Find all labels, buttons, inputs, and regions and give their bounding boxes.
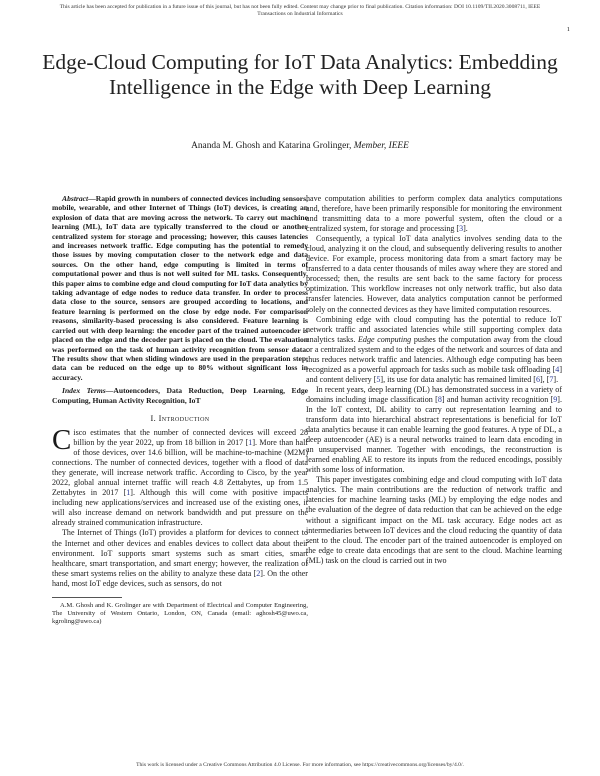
text-run: ] and content delivery [ — [306, 364, 562, 384]
text-run: have computation abilities to perform complex data analytics computations and, therefore, have been primarily responsible for monitoring the environment and transmitting data to a more powerful system, often the cloud or a centralized system, for storage and processing [ — [306, 194, 562, 234]
citation-link[interactable]: 1 — [126, 488, 131, 498]
right-column — [306, 194, 562, 566]
footnote — [52, 602, 308, 627]
text-run: ]. — [463, 224, 468, 234]
emphasis-term: Edge computing — [358, 334, 412, 344]
citation-link[interactable]: 3 — [459, 224, 464, 234]
paper-title: Edge-Cloud Computing for IoT Data Analytics: Embedding Intelligence in the Edge with Deep Learning — [42, 50, 558, 99]
author-names: Ananda M. Ghosh and Katarina Grolinger, — [191, 141, 354, 151]
text-run: ]. On the other hand, most IoT edge devices, such as sensors, do not — [52, 568, 308, 588]
citation-link[interactable]: 5 — [376, 374, 381, 384]
abstract-text: —Rapid growth in numbers of connected devices including sensors, mobile, wearable, and other Internet of Things (IoT) devices, is creating an explosion of data that are moving across the network. To carry out machine learning (ML), IoT data are typically transferred to the cloud or another centralized system for storage and processing; however, this causes latencies and increases network traffic. Edge computing has the potential to remedy those issues by moving computation closer to the network edge and data sources. On the other hand, edge computing is limited in terms of computational power and thus is not well suited for ML tasks. Consequently, this paper aims to combine edge and cloud computing for IoT data analytics by taking advantage of edge nodes to reduce data transfer. In order to process data close to the source, sensors are grouped according to locations, and feature learning is performed on the close by edge node. For comparison reasons, similarity-based processing is also considered. Feature learning is carried out with deep learning: the encoder part of the trained autoencoder is placed on the edge and the decoder part is placed on the cloud. The evaluation was performed on the task of human activity recognition from sensor data. The results show that when sliding windows are used in the preparation step, data can be reduced on the edge up to 80% without significant loss in accuracy. — [52, 194, 308, 382]
abstract — [52, 194, 308, 382]
body-paragraph-4 — [306, 385, 562, 475]
page-number: 1 — [566, 26, 570, 33]
publication-notice: This article has been accepted for publication in a future issue of this journal, but has not been fully edited. Content may change prior to final publication. Citation information: DOI 10.1109/TII.2020.3008711, IEEE — [59, 4, 541, 10]
index-terms-text: —Autoencoders, Data Reduction, Deep Learning, Edge Computing, Human Activity Recognition, IoT — [52, 386, 308, 405]
text-run: pushes the computation away from the cloud or a centralized system and to the edges of the network and sources of data and thus reduces network traffic and latencies. Although edge computing has been recognized as a powerful approach for tasks such as mobile task offloading [ — [306, 334, 562, 374]
footnote-divider — [52, 597, 122, 598]
affiliation-footnote: A.M. Ghosh and K. Grolinger are with Department of Electrical and Computer Engineering, The University of Western Ontario, London, ON, Canada (email: aghosh45@uwo.ca, kgroling@uwo.ca) — [52, 601, 308, 626]
citation-link[interactable]: 8 — [437, 394, 442, 404]
index-terms — [52, 386, 308, 405]
citation-link[interactable]: 6 — [535, 374, 540, 384]
citation-link[interactable]: 1 — [248, 438, 253, 448]
drop-cap: C — [52, 423, 72, 456]
text-run: ], its use for data analytic has remained limited [ — [380, 374, 536, 384]
abstract-label: Abstract — [62, 194, 89, 203]
citation-link[interactable]: 9 — [553, 394, 558, 404]
text-run: ] and human activity recognition [ — [441, 394, 554, 404]
citation-link[interactable]: 7 — [549, 374, 554, 384]
citation-link[interactable]: 4 — [555, 364, 560, 374]
intro-paragraph-1 — [52, 423, 308, 528]
text-run: ], [ — [539, 374, 550, 384]
text-run: ]. — [553, 374, 559, 384]
text-run: isco estimates that the number of connected devices will exceed 28 billion by the year 2022, up from 18 billion in 2017 [ — [73, 427, 308, 448]
body-paragraph-1 — [306, 194, 562, 234]
section-heading: I. Introduction — [150, 413, 210, 423]
body-paragraph-3 — [306, 315, 562, 385]
text-run: Combining edge with cloud computing has the potential to reduce IoT network traffic and associated latencies while still supporting complex data analytics tasks. — [306, 314, 562, 344]
body-paragraph-5: This paper investigates combining edge and cloud computing with IoT data analytics. The main contributions are the reduction of network traffic and latencies for machine learning tasks (ML) by employing the edge nodes and the evaluation of the degree of data reduction that can be achieved on the edge without a significant impact on the ML task accuracy. Edge nodes act as intermediaries between IoT devices and the cloud reducing the quantity of data sent to the cloud. The encoder part of the trained autoencoder is employed on the edge to create data encodings that are sent to the cloud. Machine learning (ML) task on the cloud is carried out in two — [306, 475, 562, 565]
text-run: The Internet of Things (IoT) provides a platform for devices to connect to the Internet and other devices and enables devices to collect data about their environment. IoT supports smart systems such as smart cities, smart healthcare, smart transportation, and smart energy; however, the realization of these smart systems relies on the ability to analyze these data [ — [52, 528, 308, 578]
body-paragraph-2: Consequently, a typical IoT data analytics involves sending data to the cloud, analyzing it on the cloud, and subsequently delivering results to another device. For example, process monitoring data from a smart factory may be transferred to a data center thousands of miles away where they are stored and processed; then, the results are sent back to the same factory for process optimization. This workflow increases not only network traffic, but also data transfer latencies. However, data analytics computation cannot be performed solely on the connected devices as they have limited computation resources. — [306, 234, 562, 314]
journal-name: Transactions on Industrial Informatics — [257, 11, 343, 17]
license-footer: This work is licensed under a Creative Commons Attribution 4.0 License. For more information, see https://creativecommons.org/licenses/by/4.0/. — [136, 762, 464, 768]
author-line — [0, 141, 600, 151]
citation-link[interactable]: 2 — [256, 568, 261, 578]
left-column — [52, 194, 308, 627]
author-role: Member, IEEE — [353, 141, 409, 151]
intro-paragraph-2 — [52, 528, 308, 588]
text-run: ]. More than half of those devices, over 14.6 billion, will be machine-to-machine (M2M) connections. The number of connected devices, together with a flood of data they generate, will increase network traffic. According to Cisco, by the year 2022, global annual internet traffic will reach 4.8 Zettabytes, up from 1.5 Zettabytes in 2017 [ — [52, 438, 308, 498]
text-run: In recent years, deep learning (DL) has demonstrated success in a variety of domains including image classification [ — [306, 384, 562, 404]
index-terms-label: Index Terms — [62, 386, 106, 396]
text-run: ]. In the IoT context, DL ability to carry out representation learning and to transform data into hierarchical abstract representations is beneficial for IoT data analytics because it can enable learning the good features. A type of DL, a deep autoencoder (AE) is a neural networks trained to learn data encoding in an unsupervised manner. Together with encodings, the reconstruction is learned enabling AE to restore its inputs from the reduced encodings, possibly with some loss of information. — [306, 394, 562, 475]
text-run: ]. Although this will come with positive impacts including new applications/services and increased use of the existing ones, it will also increase demand on network bandwidth and put pressure on the already strained communication infrastructure. — [52, 488, 308, 528]
